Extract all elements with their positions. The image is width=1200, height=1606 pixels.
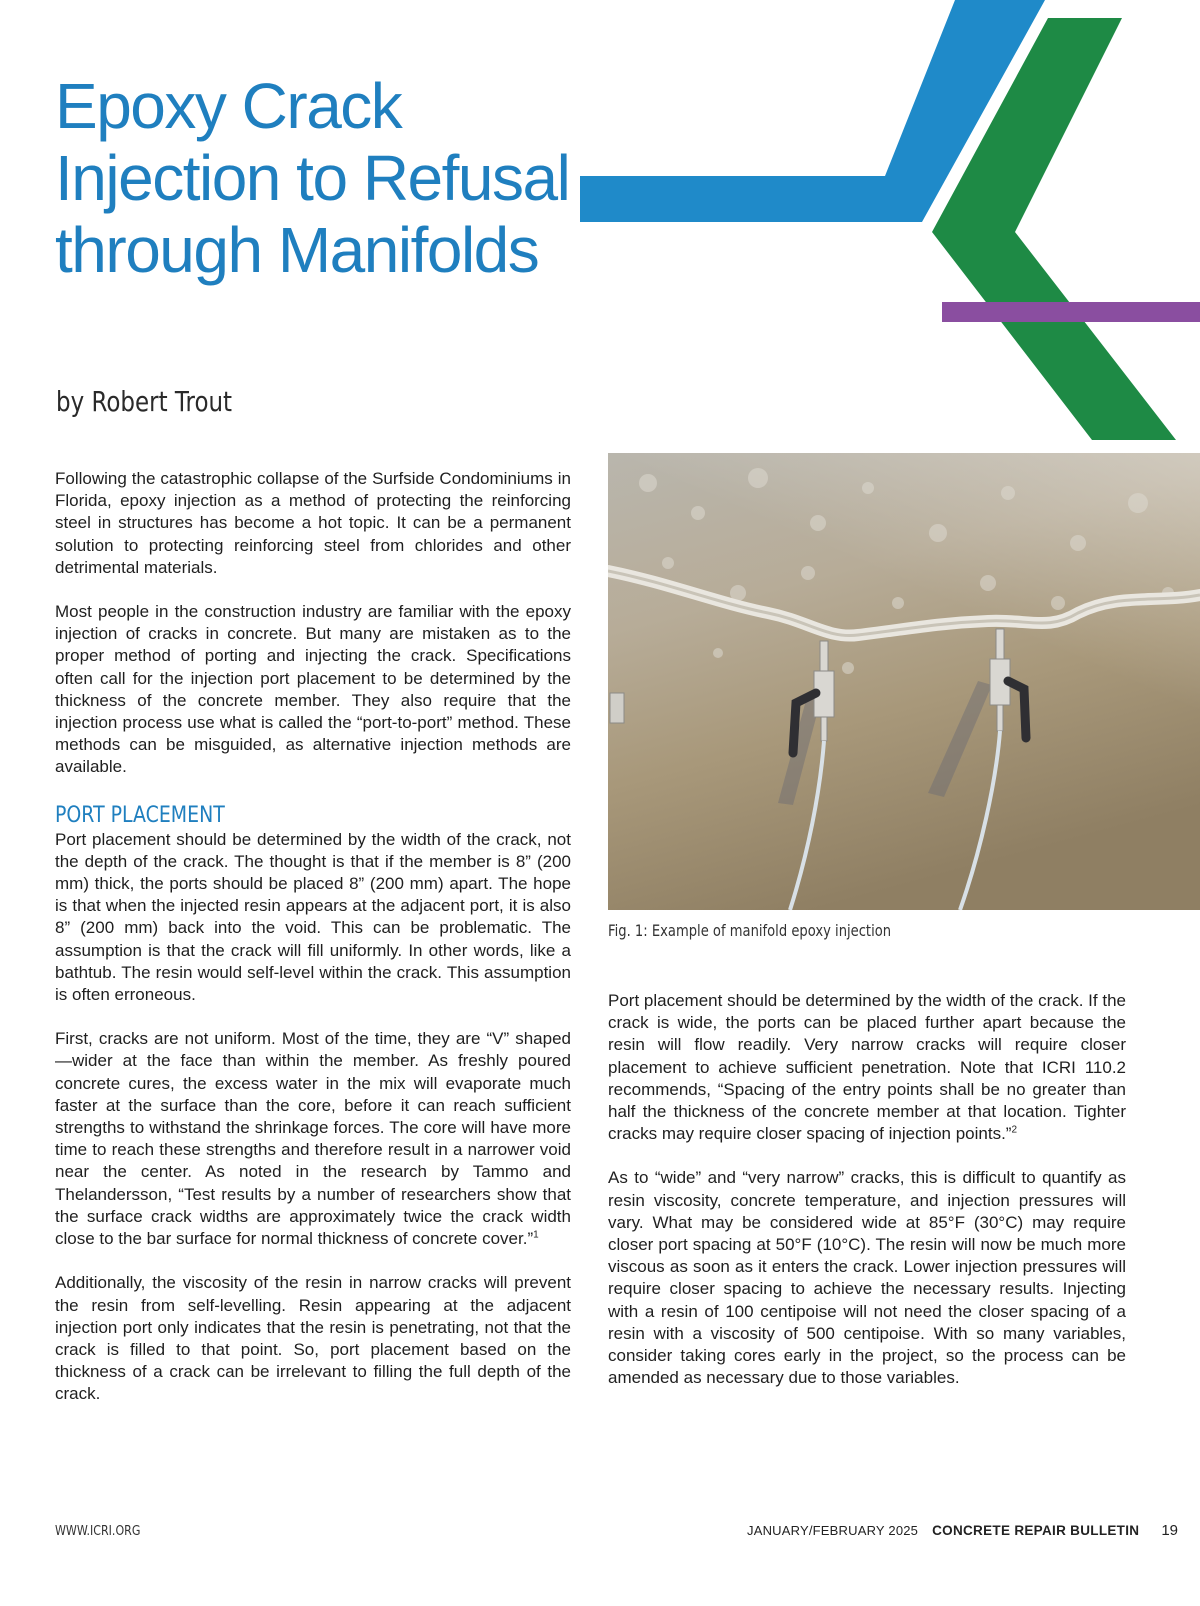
section-heading: PORT PLACEMENT: [55, 802, 225, 828]
paragraph-text: Port placement should be determined by the width of the crack. If the crack is wide, the ports can be placed further apart because the resin will flow readily. Very narrow cracks will require closer placement to achieve sufficient penetration. Note that ICRI 110.2 recommends, “Spacing of the entry points shall be no greater than half the thickness of the concrete member at that location. Tighter cracks may require closer spacing of injection points.”: [608, 991, 1126, 1144]
paragraph: As to “wide” and “very narrow” cracks, this is difficult to quantify as resin viscosity, concrete temperature, and injection pressures will vary. What may be considered wide at 85°F (30°C) may require closer port spacing at 50°F (10°C). The resin will now be much more viscous as soon as it enters the crack. Lower injection pressures will require closer spacing to achieve the necessary results. Injecting with a resin of 100 centipoise will not need the closer spacing of a resin with a viscosity of 500 centipoise. With so many variables, consider taking cores early in the project, so the process can be amended as necessary due to those variables.: [608, 1168, 1126, 1388]
paragraph: [55, 1028, 571, 1250]
article-byline: by Robert Trout: [56, 385, 233, 418]
article-title: Epoxy Crack Injection to Refusal through Manifolds: [55, 70, 570, 286]
right-column: [608, 990, 1126, 1411]
paragraph: Following the catastrophic collapse of the Surfside Condominiums in Florida, epoxy injection as a method of protecting the reinforcing steel in structures has become a hot topic. It can be a permanent solution to protecting reinforcing steel from chlorides and other detrimental materials.: [55, 469, 571, 577]
figure-caption: Fig. 1: Example of manifold epoxy injection: [608, 921, 892, 940]
page-number: 19: [1161, 1522, 1178, 1539]
paragraph: [608, 990, 1126, 1145]
footer-website: WWW.ICRI.ORG: [55, 1524, 141, 1539]
footer-info: [747, 1522, 1178, 1539]
paragraph: Port placement should be determined by the width of the crack, not the depth of the crack. The thought is that if the member is 8” (200 mm) thick, the ports should be placed 8” (200 mm) apart. The hope is that when the injected resin appears at the adjacent port, it is also 8” (200 mm) back into the void. This can be problematic. The assumption is that the crack will fill uniformly. In other words, like a bathtub. The resin would self-level within the crack. This assumption is often erroneous.: [55, 829, 571, 1005]
paragraph: Most people in the construction industry are familiar with the epoxy injection of cracks in concrete. But many are mistaken as to the proper method of porting and injecting the crack. Specifications often call for the injection port placement to be determined by the thickness of the concrete member. They also require that the injection process use what is called the “port-to-port” method. These methods can be misguided, as alternative injection methods are available.: [55, 602, 571, 777]
footer-publication: CONCRETE REPAIR BULLETIN: [932, 1523, 1140, 1538]
edge-port: [610, 693, 624, 723]
purple-bar: [942, 302, 1200, 322]
paragraph: Additionally, the viscosity of the resin in narrow cracks will prevent the resin from self-levelling. Resin appearing at the adjacent injection port only indicates that the resin is penetrating, not that the crack is filled to that point. So, port placement based on the thickness of a crack can be irrelevant to filling the full depth of the crack.: [55, 1273, 571, 1404]
footnote-ref: 2: [1011, 1124, 1018, 1136]
footnote-ref: 1: [533, 1229, 539, 1241]
left-column: [55, 468, 571, 1428]
figure-photo: [608, 453, 1200, 910]
footer-issue: JANUARY/FEBRUARY 2025: [747, 1523, 919, 1538]
decorative-chevron-graphic: [580, 0, 1200, 445]
paragraph-text: First, cracks are not uniform. Most of the time, they are “V” shaped—wider at the face than within the member. As freshly poured concrete cures, the excess water in the mix will evaporate much faster at the surface than the core, before it can reach sufficient strengths to withstand the shrinkage forces. The core will have more time to reach these strengths and therefore result in a narrower void near the center. As noted in the research by Tammo and Thelandersson, “Test results by a number of researchers show that the surface crack widths are approximately twice the crack width close to the bar surface for normal thickness of concrete cover.”: [55, 1029, 571, 1249]
